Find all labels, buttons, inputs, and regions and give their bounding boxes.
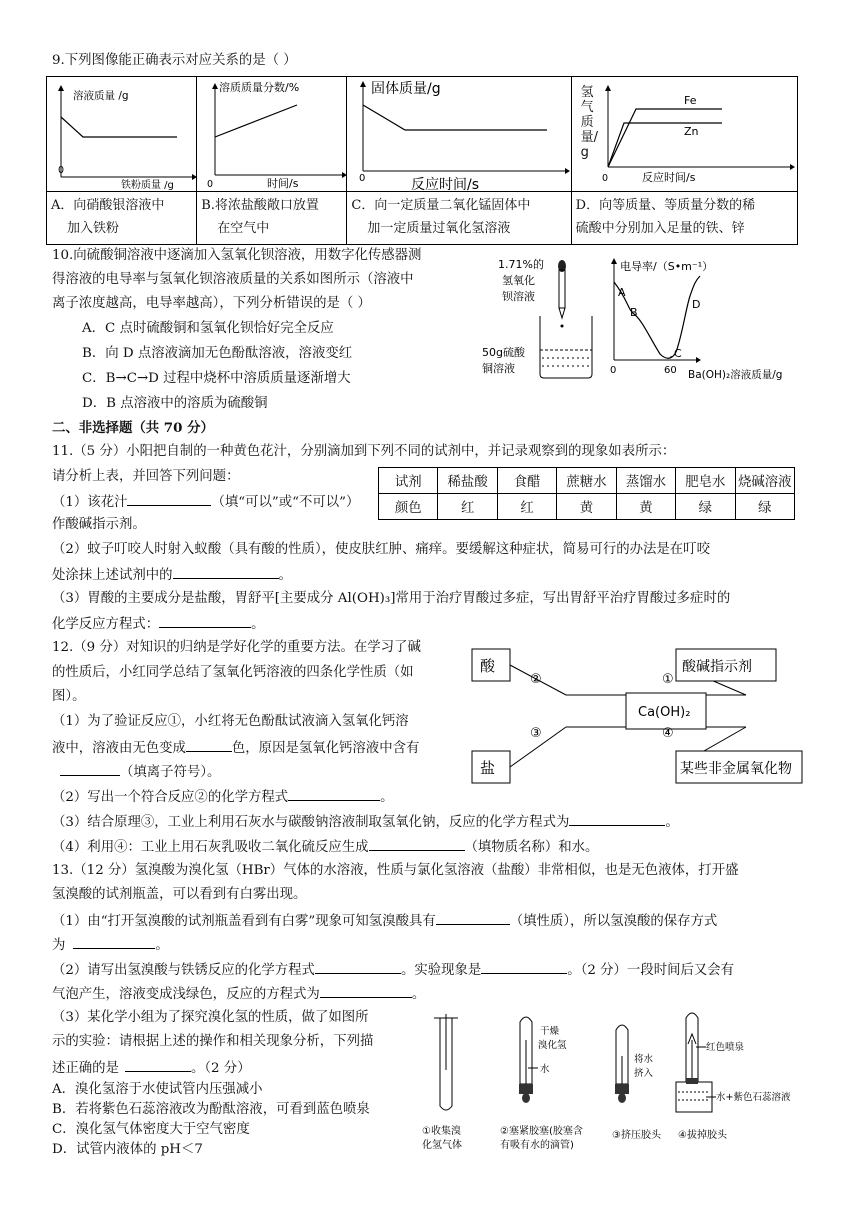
q11-part-3a: （3）胃酸的主要成分是盐酸，胃舒平[主要成分 Al(OH)₃]常用于治疗胃酸过多症，写出胃舒平治疗胃酸过多症时的 [52,591,731,606]
beaker-label-2: 铜溶液 [482,362,515,375]
table-cell: 红 [438,494,497,520]
q10-option-a: A．C 点时硫酸铜和氢氧化钡恰好完全反应 [82,321,334,336]
graph-c-origin: 0 [359,173,366,184]
q10-option-c: C．B→C→D 过程中烧杯中溶质质量逐渐增大 [82,371,351,386]
caption-2a: ②塞紧胶塞(胶塞含 [500,1126,583,1137]
litmus-label: 水+紫色石蕊溶液 [716,1092,791,1103]
squeeze-label-1: 将水 [634,1054,654,1065]
q9-figure-table [46,76,798,245]
answer-blank[interactable] [186,737,232,752]
answer-blank[interactable] [73,934,155,949]
q11-part-2b: 处涂抹上述试剂中的 。 [52,564,292,586]
node-acid: 酸 [480,657,496,675]
answer-blank[interactable] [60,761,120,776]
node-center: Ca(OH)₂ [638,705,691,720]
graph-b-xlabel: 时间/s [267,177,299,190]
point-d: D [692,298,701,311]
q10-option-d: D．B 点溶液中的溶质为硫酸铜 [82,396,268,411]
q11-part-2a: （2）蚊子叮咬人时射入蚁酸（具有酸的性质），使皮肤红肿、痛痒。要缓解这种症状，简易可行的办法是在叮咬 [52,542,710,557]
q13-part-3a: （3）某化学小组为了探究溴化氢的性质，做了如图所 [52,1010,369,1025]
q9-option-c: C．向一定质量二氧化锰固体中 加一定质量过氧化氢溶液 [347,192,571,245]
answer-blank[interactable] [369,836,465,851]
q11-part-3b: 化学反应方程式： 。 [52,613,265,635]
caption-1a: ①收集溴 [422,1126,461,1137]
q13-option-c: C．溴化氢气体密度大于空气密度 [52,1122,250,1137]
answer-blank[interactable] [481,959,567,974]
graph-d-origin: 0 [601,173,608,184]
graph-d-zn-label: Zn [683,125,699,138]
q11-reagent-table [378,467,795,520]
table-cell: 黄 [557,494,616,520]
red-fountain-label: 红色喷泉 [706,1042,745,1053]
answer-blank[interactable] [569,811,665,826]
q10-figure [478,252,808,390]
graph-zero: 0 [610,365,617,376]
q11-line-1: 11.（5 分）小阳把自制的一种黄色花汁，分别滴加到下列不同的试剂中，并记录观察到的现象如表所示： [52,444,676,459]
table-cell: 绿 [676,494,735,520]
dropper-label-1: 1.71%的 [498,258,544,271]
answer-blank[interactable] [125,1057,191,1072]
node-indicator: 酸碱指示剂 [682,659,752,675]
q9-option-b: B.将浓盐酸敞口放置 在空气中 [197,192,347,245]
node-oxide: 某些非金属氧化物 [680,761,792,777]
answer-blank[interactable] [436,910,510,925]
q12-line-3: 图）。 [52,689,86,704]
caption-3: ③挤压胶头 [612,1130,661,1141]
table-cell: 蔗糖水 [557,468,616,494]
caption-2b: 有吸有水的滴管) [500,1140,574,1151]
dry-label-1: 干燥 [540,1026,560,1037]
graph-c-xlabel: 反应时间/s [411,177,480,191]
q13-option-d: D．试管内液体的 pH＜7 [52,1142,203,1157]
answer-blank[interactable] [315,959,401,974]
graph-d-ylabel: 氢气质量/g [580,85,599,160]
caption-4: ④拔掉胶头 [678,1130,727,1141]
q12-part-3: （3）结合原理③，工业上利用石灰水与碳酸钠溶液制取氢氧化钠，反应的化学方程式为 。 [52,811,679,833]
table-cell: 稀盐酸 [438,468,497,494]
water-label: 水 [540,1064,550,1075]
q10-line-2: 得溶液的电导率与氢氧化钡溶液质量的关系如图所示（溶液中 [52,272,414,287]
point-b: B [630,306,638,319]
beaker-label-1: 50g硫酸 [482,346,525,359]
node-salt: 盐 [480,759,496,777]
dropper-label-2: 氢氧化 [502,274,535,287]
graph-ylabel: 电导率/（S•m⁻¹） [620,260,714,273]
table-row [379,494,795,520]
q13-figure [416,1010,816,1158]
q12-diagram [466,641,806,791]
table-cell: 黄 [616,494,675,520]
dry-label-2: 溴化氢 [538,1040,567,1051]
table-cell: 绿 [735,494,794,520]
graph-a-origin: 0 [58,165,65,176]
graph-xlabel: Ba(OH)₂溶液质量/g [688,369,783,381]
q9-graph-d [571,77,797,192]
table-header-row [379,468,795,494]
q11-part-1-end: 作酸碱指示剂。 [52,517,146,532]
dropper-label-3: 钡溶液 [502,290,535,303]
graph-b-origin: 0 [207,179,214,190]
graph-d-xlabel: 反应时间/s [641,171,696,184]
label-n1: ① [662,672,674,687]
graph-a-xlabel: 铁粉质量 /g [121,180,174,191]
q9-graph-a [47,77,197,192]
point-c: C [674,347,682,360]
label-n4: ④ [662,726,674,741]
q13-part-1c: 为 。 [52,934,169,956]
q13-part-2a: （2）请写出氢溴酸与铁锈反应的化学方程式 。实验现象是 。（2 分）一段时间后又会有 [52,959,734,981]
q12-line-2: 的性质后，小红同学总结了氢氧化钙溶液的四条化学性质（如 [52,665,414,680]
q12-part-2: （2）写出一个符合反应②的化学方程式 。 [52,786,394,808]
graph-d-fe-label: Fe [683,94,697,107]
q12-part-1d: （填离子符号）。 [52,761,220,783]
q13-option-b: B．若将紫色石蕊溶液改为酚酞溶液，可看到蓝色喷泉 [52,1102,370,1117]
section-2-heading: 二、非选择题（共 70 分） [52,420,214,436]
q11-line-2: 请分析上表，并回答下列问题： [52,469,240,484]
answer-blank[interactable] [159,613,251,628]
q13-option-a: A．溴化氢溶于水使试管内压强减小 [52,1082,263,1097]
q9-option-d: D．向等质量、等质量分数的稀 硫酸中分别加入足量的铁、锌 [571,192,797,245]
q9-graph-b [197,77,347,192]
table-cell: 烧碱溶液 [735,468,794,494]
q12-part-4: （4）利用④：工业上用石灰乳吸收二氧化硫反应生成 （填物质名称）和水。 [52,836,598,858]
q13-part-2d: 气泡产生，溶液变成浅绿色，反应的方程式为 。 [52,983,425,1005]
caption-1b: 化氢气体 [422,1140,462,1151]
point-a: A [618,286,626,299]
squeeze-label-2: 挤入 [634,1068,654,1079]
table-cell: 肥皂水 [676,468,735,494]
answer-blank[interactable] [127,491,211,506]
answer-blank[interactable] [173,564,279,579]
q10-line-1: 10.向硫酸铜溶液中逐滴加入氢氧化钡溶液，用数字化传感器测 [52,248,422,263]
table-cell: 食醋 [497,468,556,494]
q13-part-1a: （1）由“打开氢溴酸的试剂瓶盖看到有白雾”现象可知氢溴酸具有 （填性质），所以氢溴酸的保存方式 [52,910,717,932]
graph-a-ylabel: 溶液质量 /g [73,90,129,102]
q11-part-1: （1）该花汁 （填“可以”或“不可以”） [52,491,359,513]
table-cell: 颜色 [379,494,438,520]
table-cell: 试剂 [379,468,438,494]
answer-blank[interactable] [288,786,380,801]
q12-part-1b: 液中，溶液由无色变成 色，原因是氢氧化钙溶液中含有 [52,737,419,759]
q12-part-1a: （1）为了验证反应①，小红将无色酚酞试液滴入氢氧化钙溶 [52,714,409,729]
q13-line-1: 13.（12 分）氢溴酸为溴化氢（HBr）气体的水溶液，性质与氯化氢溶液（盐酸）非常相似，也是无色液体，打开盛 [52,863,739,878]
label-n2: ② [530,672,542,687]
q9-stem: 9.下列图像能正确表示对应关系的是（ ） [52,53,297,68]
graph-sixty: 60 [664,365,677,376]
q12-line-1: 12.（9 分）对知识的归纳是学好化学的重要方法。在学习了碱 [52,640,421,655]
q9-option-a: A．向硝酸银溶液中 加入铁粉 [47,192,197,245]
label-n3: ③ [530,726,542,741]
graph-c-ylabel: 固体质量/g [371,81,441,97]
table-cell: 红 [497,494,556,520]
q13-part-3b: 示的实验：请根据上述的操作和相关现象分析，下列描 [52,1034,374,1049]
table-cell: 蒸馏水 [616,468,675,494]
graph-b-ylabel: 溶质质量分数/% [219,81,300,94]
q10-line-3: 离子浓度越高，电导率越高），下列分析错误的是（ ） [52,296,371,311]
q10-option-b: B．向 D 点溶液滴加无色酚酞溶液，溶液变红 [82,346,353,361]
q13-part-3c: 述正确的是 。（2 分） [52,1057,251,1079]
q13-line-2: 氢溴酸的试剂瓶盖，可以看到有白雾出现。 [52,887,307,902]
answer-blank[interactable] [320,983,412,998]
q9-graph-c [347,77,571,192]
